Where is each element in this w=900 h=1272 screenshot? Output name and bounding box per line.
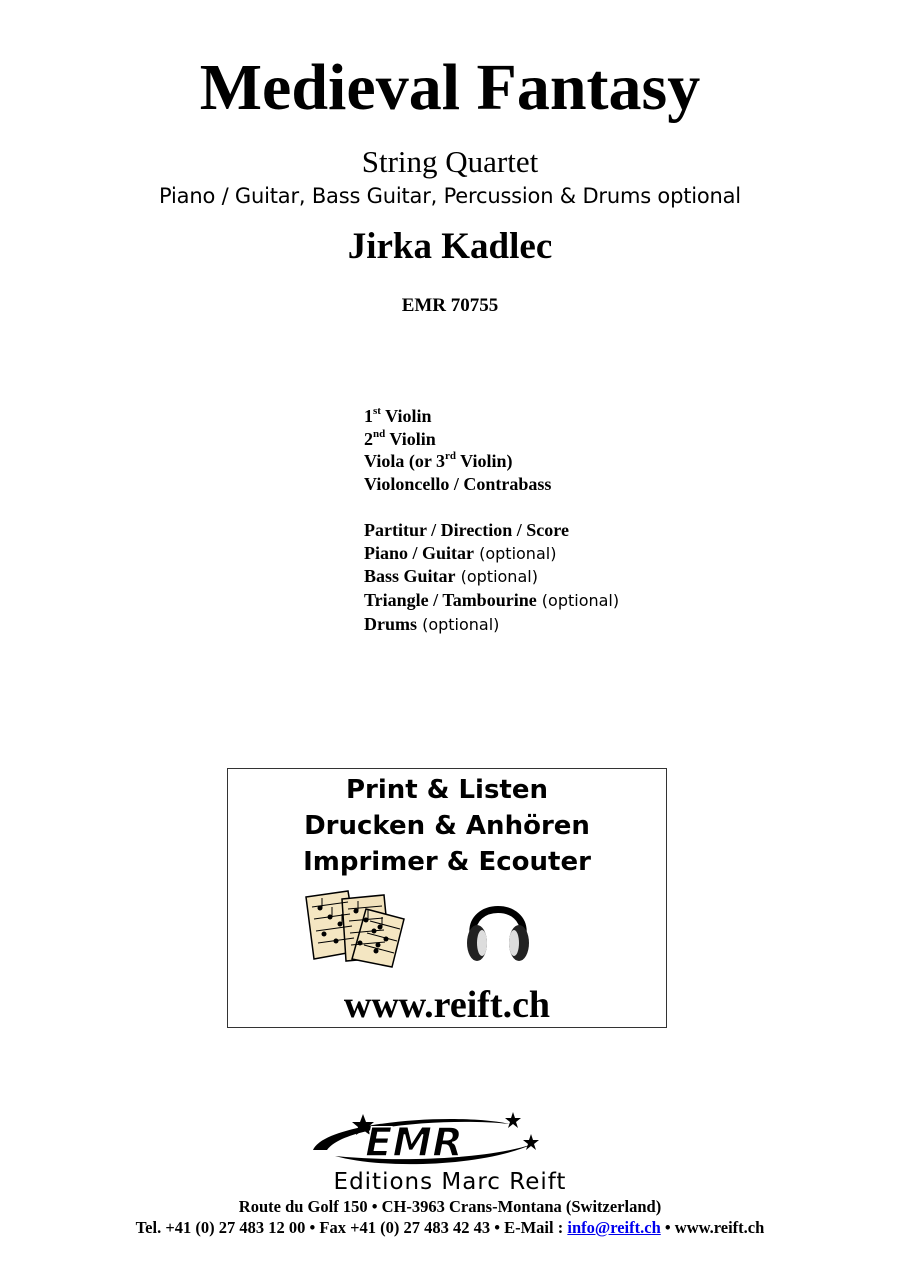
website-url[interactable]: www.reift.ch — [343, 984, 551, 1026]
part-item: Bass Guitar (optional) — [364, 566, 538, 587]
string-parts-list — [364, 405, 784, 496]
part-item: Triangle / Tambourine (optional) — [364, 590, 620, 611]
other-parts-list — [364, 519, 784, 637]
publisher-name: Editions Marc Reift — [333, 1169, 567, 1195]
part-item: 2nd Violin — [364, 427, 436, 449]
promo-line: Imprimer & Ecouter — [303, 847, 591, 877]
print-listen-box — [227, 768, 667, 1028]
publisher-contact: Tel. +41 (0) 27 483 12 00 • Fax +41 (0) 27 483 42 43 • E-Mail : info@reift.ch • www.reift.ch — [135, 1218, 765, 1237]
part-item: 1st Violin — [364, 405, 432, 426]
publisher-address: Route du Golf 150 • CH-3963 Crans-Montana (Switzerland) — [238, 1197, 662, 1216]
subtitle: String Quartet — [361, 144, 539, 179]
promo-line: Print & Listen — [345, 775, 549, 805]
promo-line: Drucken & Anhören — [304, 811, 590, 841]
part-item: Piano / Guitar (optional) — [364, 542, 557, 563]
emr-logo — [305, 1110, 545, 1168]
catalog-number: EMR 70755 — [401, 295, 499, 316]
page-title: Medieval Fantasy — [199, 51, 701, 124]
part-item: Violoncello / Contrabass — [364, 474, 552, 495]
instrumentation: Piano / Guitar, Bass Guitar, Percussion & Drums optional — [159, 184, 741, 208]
headphones-icon — [463, 891, 533, 967]
email-link[interactable]: info@reift.ch — [567, 1218, 661, 1237]
sheet-music-icon — [300, 889, 412, 969]
part-item: Viola (or 3rd Violin) — [364, 450, 513, 472]
logo-text: EMR — [365, 1120, 463, 1166]
composer-name: Jirka Kadlec — [347, 226, 553, 267]
part-item: Partitur / Direction / Score — [364, 520, 569, 540]
part-item: Drums (optional) — [364, 613, 500, 634]
